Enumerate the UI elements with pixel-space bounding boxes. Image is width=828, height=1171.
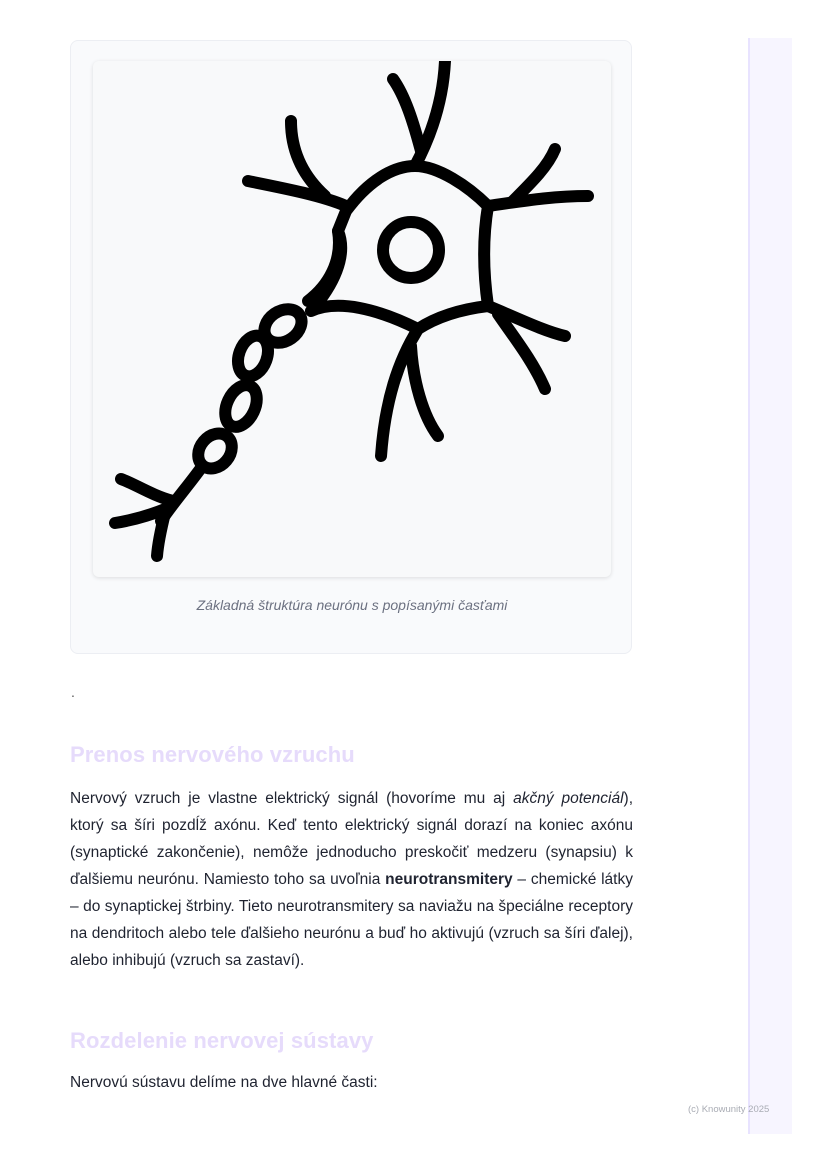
paragraph-text: – chemické látky – do synaptickej štrbiny. Tieto neurotransmitery sa naviažu na špeciálne receptory na dendritoch alebo tele ďalšieho neurónu a buď ho aktivujú (vzruch sa šíri ďalej), alebo inhibujú (vzruch sa zastaví). (70, 871, 633, 969)
figure-image (93, 61, 611, 577)
nerve-impulse-paragraph (70, 785, 633, 974)
figure-card (70, 40, 632, 654)
paragraph-text: Nervový vzruch je vlastne elektrický signál (hovoríme mu aj (70, 790, 514, 807)
bold-term: neurotransmitery (385, 871, 513, 888)
figure-caption: Základná štruktúra neurónu s popísanými časťami (196, 597, 508, 613)
section-heading-nervous-system-division: Rozdelenie nervovej sústavy (70, 1028, 374, 1053)
nervous-system-division-paragraph: Nervovú sústavu delíme na dve hlavné časti: (70, 1074, 378, 1091)
neuron-icon (93, 61, 611, 577)
right-sidebar-rail (748, 38, 792, 1134)
paragraph-text: ), ktorý sa šíri pozdĺž axónu. Keď tento elektrický signál dorazí na koniec axónu (synaptické zakončenie), nemôže jednoducho preskočiť medzeru (synapsiu) k ďalšiemu neurónu. Namiesto toho sa uvoľnia (70, 790, 633, 888)
stray-period: . (71, 684, 75, 700)
emphasis-term: akčný potenciál (513, 790, 624, 807)
section-heading-nerve-impulse: Prenos nervového vzruchu (70, 742, 355, 767)
footer-credit: (c) Knowunity 2025 (688, 1104, 770, 1115)
